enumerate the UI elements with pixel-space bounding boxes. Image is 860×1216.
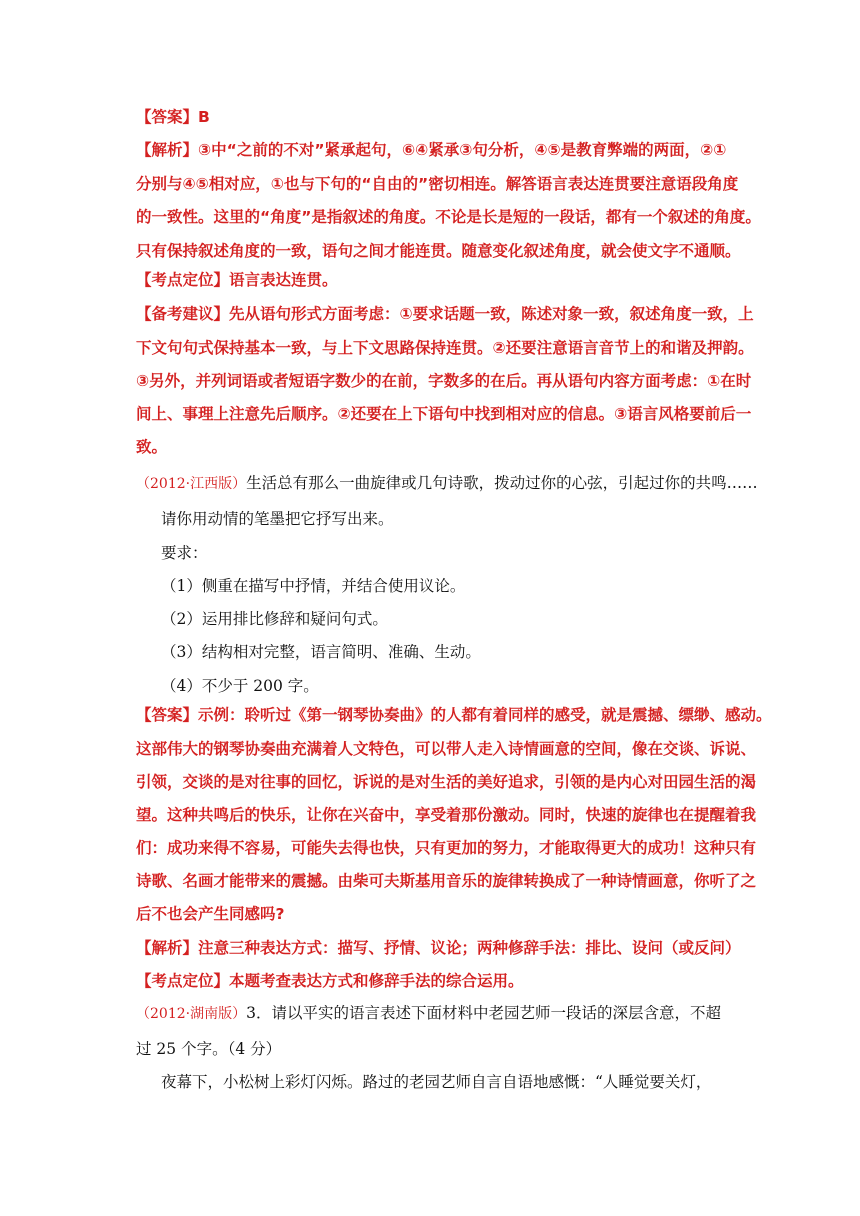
question-text: 3．请以平实的语言表述下面材料中老园艺师一段话的深层含意，不超 xyxy=(246,1004,721,1022)
example-answer-line-3: 引领，交谈的是对往事的回忆，诉说的是对生活的美好追求，引领的是内心对田园生活的渴 xyxy=(136,773,757,791)
analysis-line-3: 的一致性。这里的“角度”是指叙述的角度。不论是长是短的一段话，都有一个叙述的角度。 xyxy=(136,208,761,226)
answer-text: 示例：聆听过《第一钢琴协奏曲》的人都有着同样的感受，就是震撼、缥缈、感动。 xyxy=(198,706,772,724)
analysis-line xyxy=(136,941,741,957)
material-line: 夜幕下，小松树上彩灯闪烁。路过的老园艺师自言自语地感慨：“人睡觉要关灯， xyxy=(161,1073,712,1091)
point-tag: 【考点定位】 xyxy=(136,972,230,990)
point-line xyxy=(136,273,338,289)
requirement-item: （1）侧重在描写中抒情，并结合使用议论。 xyxy=(161,577,466,595)
advice-line-2: 下文句句式保持基本一致，与上下文思路保持连贯。②还要注意语言音节上的和谐及押韵。 xyxy=(136,339,754,357)
point-line xyxy=(136,974,524,990)
point-tag: 【考点定位】 xyxy=(136,271,230,289)
question-line-2: 过 25 个字。（4 分） xyxy=(136,1040,282,1058)
example-answer-line-4: 望。这种共鸣后的快乐，让你在兴奋中，享受着那份激动。同时，快速的旋律也在提醒着我 xyxy=(136,806,757,824)
answer-value: B xyxy=(198,108,210,126)
requirement-item: （2）运用排比修辞和疑问句式。 xyxy=(161,610,388,628)
example-answer-line-5: 们：成功来得不容易，可能失去得也快，只有更加的努力，才能取得更大的成功！这种只有 xyxy=(136,839,757,857)
answer-line xyxy=(136,110,210,126)
analysis-line-1 xyxy=(136,143,726,159)
advice-line-5: 致。 xyxy=(136,438,168,456)
advice-line-1 xyxy=(136,307,754,323)
question-text: 生活总有那么一曲旋律或几句诗歌，拨动过你的心弦，引起过你的共鸣…… xyxy=(246,474,758,492)
source-label: （2012·江西版） xyxy=(136,476,247,492)
requirement-item: （3）结构相对完整，语言简明、准确、生动。 xyxy=(161,643,481,661)
source-label: （2012·湖南版） xyxy=(136,1006,247,1022)
example-answer-line-7: 后不也会产生同感吗? xyxy=(136,905,285,923)
analysis-text: 注意三种表达方式：描写、抒情、议论；两种修辞手法：排比、设问（或反问） xyxy=(198,939,741,957)
point-text: 语言表达连贯。 xyxy=(229,271,338,289)
example-answer-line-6: 诗歌、名画才能带来的震撼。由柴可夫斯基用音乐的旋律转换成了一种诗情画意，你听了之 xyxy=(136,872,757,890)
question-line-1 xyxy=(136,476,758,492)
answer-tag: 【答案】 xyxy=(136,108,199,126)
question-line-1 xyxy=(136,1006,721,1022)
example-answer-line-1 xyxy=(136,708,772,724)
advice-text: 先从语句形式方面考虑：①要求话题一致，陈述对象一致，叙述角度一致，上 xyxy=(229,305,754,323)
advice-tag: 【备考建议】 xyxy=(136,305,230,323)
example-answer-line-2: 这部伟大的钢琴协奏曲充满着人文特色，可以带人走入诗情画意的空间，像在交谈、诉说、 xyxy=(136,740,757,758)
advice-line-3: ③另外，并列词语或者短语字数少的在前，字数多的在后。再从语句内容方面考虑：①在时 xyxy=(136,372,752,390)
analysis-text: ③中“之前的不对”紧承起句，⑥④紧承③句分析，④⑤是教育弊端的两面，②① xyxy=(198,141,727,159)
requirement-item: （4）不少于 200 字。 xyxy=(161,677,319,695)
answer-tag: 【答案】 xyxy=(136,706,199,724)
advice-line-4: 间上、事理上注意先后顺序。②还要在上下语句中找到相对应的信息。③语言风格要前后一 xyxy=(136,405,752,423)
analysis-line-2: 分别与④⑤相对应，①也与下句的“自由的”密切相连。解答语言表达连贯要注意语段角度 xyxy=(136,175,739,193)
requirements-label: 要求： xyxy=(161,544,208,562)
question-line-2: 请你用动情的笔墨把它抒写出来。 xyxy=(161,510,394,528)
analysis-tag: 【解析】 xyxy=(136,939,199,957)
point-text: 本题考查表达方式和修辞手法的综合运用。 xyxy=(229,972,524,990)
analysis-tag: 【解析】 xyxy=(136,141,199,159)
analysis-line-4: 只有保持叙述角度的一致，语句之间才能连贯。随意变化叙述角度，就会使文字不通顺。 xyxy=(136,242,741,260)
